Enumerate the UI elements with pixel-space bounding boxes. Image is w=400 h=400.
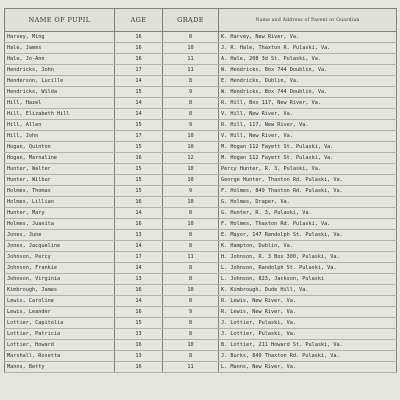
pupil-name: Hogan, Quinton xyxy=(5,142,115,153)
guardian-address: W. Hendricks, Box 744 Doublin, Va. xyxy=(219,65,397,76)
pupil-name: Holmes, Juanita xyxy=(5,219,115,230)
pupil-grade: 9 xyxy=(163,307,219,318)
pupil-age: 14 xyxy=(115,109,163,120)
guardian-address: J. Lottier, Pulaski, Va. xyxy=(219,329,397,340)
pupil-name: Hale, Jo-Ann xyxy=(5,54,115,65)
guardian-address: R. Hill, 117, New River, Va. xyxy=(219,120,397,131)
pupil-grade: 10 xyxy=(163,285,219,296)
pupil-grade: 9 xyxy=(163,87,219,98)
table-row xyxy=(5,131,397,142)
table-row xyxy=(5,351,397,362)
pupil-name: Hill, Allen xyxy=(5,120,115,131)
guardian-address: V. Hill, New River, Va. xyxy=(219,131,397,142)
pupil-grade: 8 xyxy=(163,263,219,274)
pupil-name: Marshall, Rosetta xyxy=(5,351,115,362)
pupil-age: 13 xyxy=(115,351,163,362)
pupil-age: 15 xyxy=(115,318,163,329)
guardian-address: R. Lewis, New River, Va. xyxy=(219,307,397,318)
pupil-grade: 9 xyxy=(163,120,219,131)
table-row xyxy=(5,362,397,373)
pupil-age: 16 xyxy=(115,340,163,351)
pupil-age: 15 xyxy=(115,175,163,186)
pupil-rows xyxy=(5,32,397,373)
guardian-address: F. Holmes, 849 Thaxton Rd. Pulaski, Va. xyxy=(219,186,397,197)
table-row xyxy=(5,175,397,186)
table-row xyxy=(5,54,397,65)
pupil-grade: 9 xyxy=(163,186,219,197)
pupil-age: 16 xyxy=(115,285,163,296)
pupil-name: Manns, Betty xyxy=(5,362,115,373)
pupil-grade: 10 xyxy=(163,43,219,54)
pupil-age: 14 xyxy=(115,296,163,307)
guardian-address: M. Hogan 112 Fayett St. Pulaski, Va. xyxy=(219,142,397,153)
guardian-address: E. Mayor, 147 Randolph St. Pulaski, Va. xyxy=(219,230,397,241)
guardian-address: J. R. Hale, Thaxton R. Pulaski, Va. xyxy=(219,43,397,54)
pupil-grade: 11 xyxy=(163,362,219,373)
pupil-name: Hunter, Mary xyxy=(5,208,115,219)
pupil-age: 13 xyxy=(115,230,163,241)
pupil-name: Jones, Jacqueline xyxy=(5,241,115,252)
pupil-name: Lewis, Caroline xyxy=(5,296,115,307)
guardian-address: A. Hale, 208 3d St. Pulaski, Va. xyxy=(219,54,397,65)
pupil-age: 17 xyxy=(115,252,163,263)
pupil-age: 15 xyxy=(115,142,163,153)
pupil-name: Hunter, Wilbur xyxy=(5,175,115,186)
table-row xyxy=(5,263,397,274)
guardian-address: V. Hill, New River, Va. xyxy=(219,109,397,120)
guardian-address: H. Johnson, R. 3 Box 300, Pulaski, Va. xyxy=(219,252,397,263)
pupil-name: Lottier, Capitolia xyxy=(5,318,115,329)
guardian-address: J. Lottier, Pulaski, Va. xyxy=(219,318,397,329)
guardian-address: K. Hampton, Dublin, Va. xyxy=(219,241,397,252)
guardian-address: W. Hendricks, Box 744 Doublin, Va. xyxy=(219,87,397,98)
pupil-name: Hendricks, John xyxy=(5,65,115,76)
pupil-grade: 10 xyxy=(163,142,219,153)
pupil-age: 16 xyxy=(115,32,163,43)
table-row xyxy=(5,296,397,307)
pupil-age: 15 xyxy=(115,87,163,98)
table-row xyxy=(5,274,397,285)
pupil-grade: 8 xyxy=(163,230,219,241)
table-row xyxy=(5,43,397,54)
pupil-age: 14 xyxy=(115,76,163,87)
pupil-grade: 10 xyxy=(163,219,219,230)
table-row xyxy=(5,318,397,329)
table-row xyxy=(5,307,397,318)
guardian-address: R. Lewis, New River, Va. xyxy=(219,296,397,307)
guardian-address: F. Holmes, Thaxton Rd. Pulaski, Va. xyxy=(219,219,397,230)
pupil-grade: 8 xyxy=(163,241,219,252)
table-row xyxy=(5,142,397,153)
table-row xyxy=(5,340,397,351)
guardian-address: K. Kimbrough, Dude Hill, Va. xyxy=(219,285,397,296)
table-row xyxy=(5,87,397,98)
pupil-age: 16 xyxy=(115,362,163,373)
pupil-age: 16 xyxy=(115,54,163,65)
pupil-age: 16 xyxy=(115,219,163,230)
header-address: Name and Address of Parent or Guardian xyxy=(219,9,397,32)
pupil-age: 16 xyxy=(115,43,163,54)
pupil-grade: 8 xyxy=(163,32,219,43)
pupil-name: Hill, John xyxy=(5,131,115,142)
pupil-name: Hendricks, Wilda xyxy=(5,87,115,98)
table-row xyxy=(5,197,397,208)
pupil-name: Johnson, Frankie xyxy=(5,263,115,274)
pupil-grade: 8 xyxy=(163,98,219,109)
pupil-table xyxy=(4,8,397,373)
table-row xyxy=(5,153,397,164)
table-row xyxy=(5,76,397,87)
guardian-address: L. Johnson, Randolph St. Pulaski, Va. xyxy=(219,263,397,274)
guardian-address: L. Johnson, 823, Jackson, Pulaski xyxy=(219,274,397,285)
pupil-name: Hunter, Walter xyxy=(5,164,115,175)
pupil-name: Henderson, Lucille xyxy=(5,76,115,87)
pupil-age: 14 xyxy=(115,241,163,252)
pupil-grade: 8 xyxy=(163,318,219,329)
pupil-grade: 12 xyxy=(163,153,219,164)
header-grade: GRADE xyxy=(163,9,219,32)
pupil-grade: 8 xyxy=(163,274,219,285)
guardian-address: J. Burks, 849 Thaxton Rd. Pulaski, Va. xyxy=(219,351,397,362)
pupil-grade: 11 xyxy=(163,54,219,65)
pupil-name: Lottier, Howard xyxy=(5,340,115,351)
pupil-grade: 10 xyxy=(163,175,219,186)
guardian-address: G. Holmes, Draper, Va. xyxy=(219,197,397,208)
header-age: AGE xyxy=(115,9,163,32)
table-row xyxy=(5,208,397,219)
table-row xyxy=(5,186,397,197)
guardian-address: George Hunter, Thaxton Rd. Pulaski, Va. xyxy=(219,175,397,186)
table-row xyxy=(5,241,397,252)
table-row xyxy=(5,32,397,43)
pupil-name: Hale, James xyxy=(5,43,115,54)
pupil-grade: 8 xyxy=(163,329,219,340)
guardian-address: E. Hendricks, Dublin, Va. xyxy=(219,76,397,87)
pupil-name: Holmes, Thomas xyxy=(5,186,115,197)
pupil-grade: 10 xyxy=(163,164,219,175)
pupil-age: 13 xyxy=(115,274,163,285)
pupil-grade: 8 xyxy=(163,296,219,307)
guardian-address: R. Hill, Box 117, New River, Va. xyxy=(219,98,397,109)
pupil-grade: 8 xyxy=(163,351,219,362)
pupil-name: Harvey, Ming xyxy=(5,32,115,43)
pupil-age: 15 xyxy=(115,164,163,175)
guardian-address: L. Manns, New River, Va. xyxy=(219,362,397,373)
header-name: NAME OF PUPIL xyxy=(5,9,115,32)
pupil-grade: 10 xyxy=(163,197,219,208)
guardian-address: B. Lottier, 211 Howard St. Pulaski, Va. xyxy=(219,340,397,351)
guardian-address: G. Hunter, R. 3, Pulaski, Va. xyxy=(219,208,397,219)
table-row xyxy=(5,329,397,340)
pupil-grade: 11 xyxy=(163,65,219,76)
pupil-age: 16 xyxy=(115,197,163,208)
pupil-name: Lottier, Patricia xyxy=(5,329,115,340)
pupil-name: Holmes, Lillian xyxy=(5,197,115,208)
pupil-name: Lewis, Leander xyxy=(5,307,115,318)
pupil-grade: 8 xyxy=(163,109,219,120)
pupil-name: Hogan, Marnaline xyxy=(5,153,115,164)
pupil-age: 14 xyxy=(115,98,163,109)
table-row xyxy=(5,252,397,263)
table-row xyxy=(5,109,397,120)
pupil-age: 16 xyxy=(115,153,163,164)
header-row xyxy=(5,9,397,32)
guardian-address: K. Harvey, New River, Va. xyxy=(219,32,397,43)
pupil-age: 16 xyxy=(115,307,163,318)
pupil-name: Johnson, Percy xyxy=(5,252,115,263)
guardian-address: M. Hogan 112 Fayett St. Pulaski, Va. xyxy=(219,153,397,164)
pupil-name: Kimbrough, James xyxy=(5,285,115,296)
pupil-age: 13 xyxy=(115,329,163,340)
table-row xyxy=(5,98,397,109)
pupil-age: 17 xyxy=(115,65,163,76)
pupil-grade: 10 xyxy=(163,131,219,142)
table-row xyxy=(5,164,397,175)
table-row xyxy=(5,285,397,296)
pupil-grade: 11 xyxy=(163,252,219,263)
pupil-age: 15 xyxy=(115,120,163,131)
pupil-grade: 10 xyxy=(163,340,219,351)
table-row xyxy=(5,230,397,241)
pupil-name: Hill, Elizabeth Hill xyxy=(5,109,115,120)
pupil-age: 14 xyxy=(115,263,163,274)
table-row xyxy=(5,120,397,131)
pupil-name: Jones, June xyxy=(5,230,115,241)
pupil-name: Hill, Hazel xyxy=(5,98,115,109)
pupil-age: 14 xyxy=(115,208,163,219)
table-row xyxy=(5,219,397,230)
pupil-age: 17 xyxy=(115,131,163,142)
pupil-grade: 8 xyxy=(163,208,219,219)
pupil-age: 15 xyxy=(115,186,163,197)
pupil-grade: 8 xyxy=(163,76,219,87)
pupil-name: Johnson, Virginia xyxy=(5,274,115,285)
table-row xyxy=(5,65,397,76)
guardian-address: Percy Hunter, R. 3, Pulaski, Va. xyxy=(219,164,397,175)
